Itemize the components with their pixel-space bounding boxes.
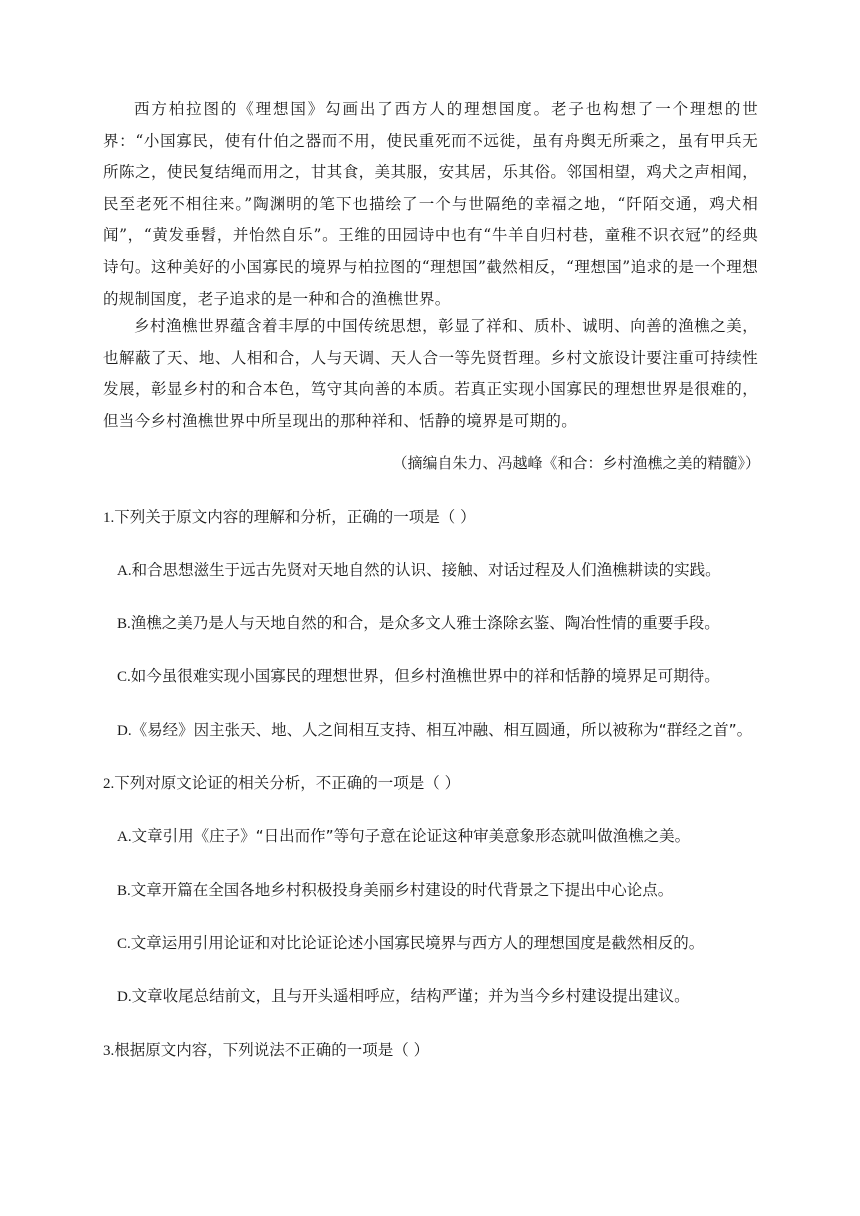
question-2-option-d[interactable] <box>117 984 690 1006</box>
question-1-option-a[interactable] <box>117 558 721 580</box>
passage-paragraph-1: 西方柏拉图的《理想国》勾画出了西方人的理想国度。老子也构想了一个理想的世界：“小国寡民，使有什伯之器而不用，使民重死而不远徙，虽有舟舆无所乘之，虽有甲兵无所陈之，使民复结绳而用之，甘其食，美其服，安其居，乐其俗。邻国相望，鸡犬之声相闻，民至老死不相往来。”陶渊明的笔下也描绘了一个与世隔绝的幸福之地，“阡陌交通，鸡犬相闻”，“黄发垂髫，并怡然自乐”。王维的田园诗中也有“牛羊自归村巷，童稚不识衣冠”的经典诗句。这种美好的小国寡民的境界与柏拉图的“理想国”截然相反，“理想国”追求的是一个理想的规制国度，老子追求的是一种和合的渔樵世界。 <box>103 100 758 308</box>
question-1-number: 1. <box>103 510 115 526</box>
question-3 <box>103 1038 429 1060</box>
question-1-stem: 下列关于原文内容的理解和分析，正确的一项是（ ） <box>114 508 476 526</box>
question-1-option-c[interactable] <box>117 664 720 686</box>
question-1-option-b[interactable] <box>117 611 720 633</box>
question-2-option-b[interactable] <box>117 878 673 900</box>
question-3-number: 3. <box>103 1043 115 1059</box>
question-2-stem: 下列对原文论证的相关分析，不正确的一项是（ ） <box>114 774 461 792</box>
question-2-number: 2. <box>103 776 115 792</box>
option-letter: A. <box>117 563 132 579</box>
option-text: 文章运用引用论证和对比论证论述小国寡民境界与西方人的理想国度是截然相反的。 <box>130 934 705 952</box>
question-1-option-d[interactable] <box>117 718 752 740</box>
question-2-option-c[interactable] <box>117 931 704 953</box>
passage-source: （摘编自朱力、冯越峰《和合：乡村渔樵之美的精髓》） <box>392 454 760 472</box>
question-1 <box>103 505 476 527</box>
option-letter: C. <box>117 936 131 952</box>
option-text: 文章开篇在全国各地乡村积极投身美丽乡村建设的时代背景之下提出中心论点。 <box>130 881 674 899</box>
option-letter: D. <box>117 989 132 1005</box>
question-2 <box>103 771 460 793</box>
passage-paragraph-2: 乡村渔樵世界蕴含着丰厚的中国传统思想，彰显了祥和、质朴、诚明、向善的渔樵之美，也解蔽了天、地、人相和合，人与天调、天人合一等先贤哲理。乡村文旅设计要注重可持续性发展，彰显乡村的和合本色，笃守其向善的本质。若真正实现小国寡民的理想世界是很难的，但当今乡村渔樵世界中所呈现出的那种祥和、恬静的境界是可期的。 <box>103 317 758 430</box>
question-3-stem: 根据原文内容，下列说法不正确的一项是（ ） <box>114 1041 430 1059</box>
option-text: 《易经》因主张天、地、人之间相互支持、相互冲融、相互圆通，所以被称为“群经之首”。 <box>131 721 753 739</box>
option-letter: C. <box>117 669 131 685</box>
question-2-option-a[interactable] <box>117 824 690 846</box>
option-letter: B. <box>117 883 131 899</box>
option-letter: B. <box>117 616 131 632</box>
option-text: 文章收尾总结前文，且与开头遥相呼应，结构严谨；并为当今乡村建设提出建议。 <box>131 987 690 1005</box>
option-text: 和合思想滋生于远古先贤对天地自然的认识、接触、对话过程及人们渔樵耕读的实践。 <box>131 561 721 579</box>
option-text: 渔樵之美乃是人与天地自然的和合，是众多文人雅士涤除玄鉴、陶冶性情的重要手段。 <box>130 614 720 632</box>
option-letter: A. <box>117 829 132 845</box>
option-text: 文章引用《庄子》“日出而作”等句子意在论证这种审美意象形态就叫做渔樵之美。 <box>131 827 691 845</box>
option-letter: D. <box>117 723 132 739</box>
option-text: 如今虽很难实现小国寡民的理想世界，但乡村渔樵世界中的祥和恬静的境界足可期待。 <box>130 667 720 685</box>
